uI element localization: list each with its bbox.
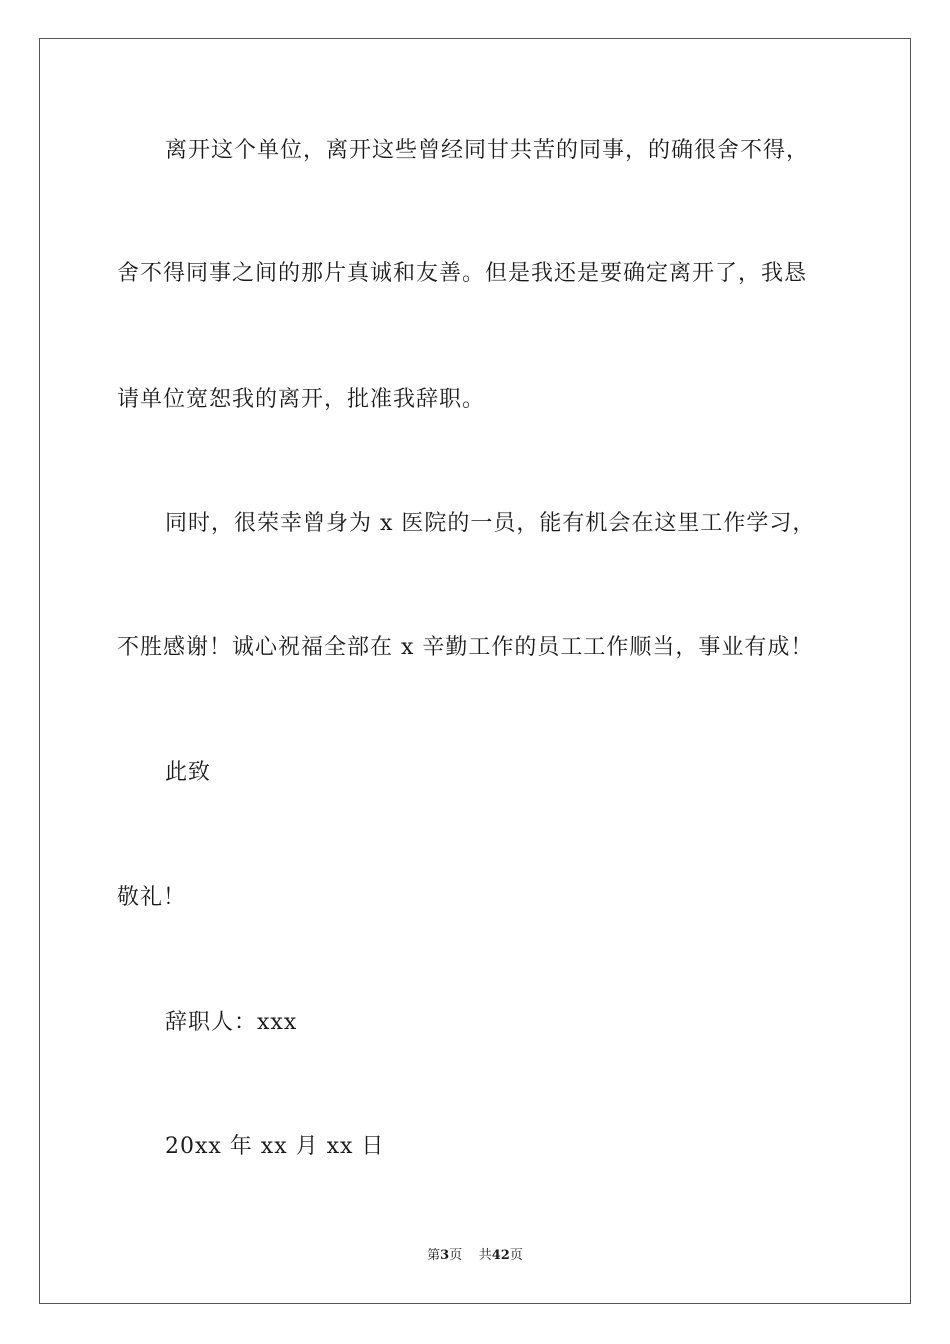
- date: 20xx 年 xx 月 xx 日: [165, 1134, 385, 1159]
- paragraph-1-line-3: 请单位宽恕我的离开，批准我辞职。: [117, 387, 486, 412]
- paragraph-2-line-1: 同时，很荣幸曾身为 x 医院的一员，能有机会在这里工作学习，: [165, 511, 816, 536]
- paragraph-2-line-2: 不胜感谢！诚心祝福全部在 x 辛勤工作的员工工作顺当，事业有成！: [117, 635, 814, 660]
- closing-salutation-2: 敬礼！: [117, 885, 187, 910]
- current-page-number: 3: [440, 1248, 450, 1263]
- total-page-number: 42: [491, 1248, 510, 1263]
- footer-total-unit: 页: [509, 1248, 523, 1263]
- signer: 辞职人：xxx: [165, 1010, 298, 1035]
- footer-page-unit: 页: [449, 1248, 463, 1263]
- closing-salutation-1: 此致: [165, 760, 212, 785]
- footer-total-prefix: 共: [478, 1248, 492, 1263]
- paragraph-1-line-1: 离开这个单位，离开这些曾经同甘共苦的同事，的确很舍不得，: [165, 138, 810, 163]
- paragraph-1-line-2: 舍不得同事之间的那片真诚和友善。但是我还是要确定离开了，我恳: [117, 261, 808, 286]
- footer-prefix: 第: [427, 1248, 441, 1263]
- page-border: [39, 38, 911, 1304]
- page-footer: [0, 1247, 950, 1265]
